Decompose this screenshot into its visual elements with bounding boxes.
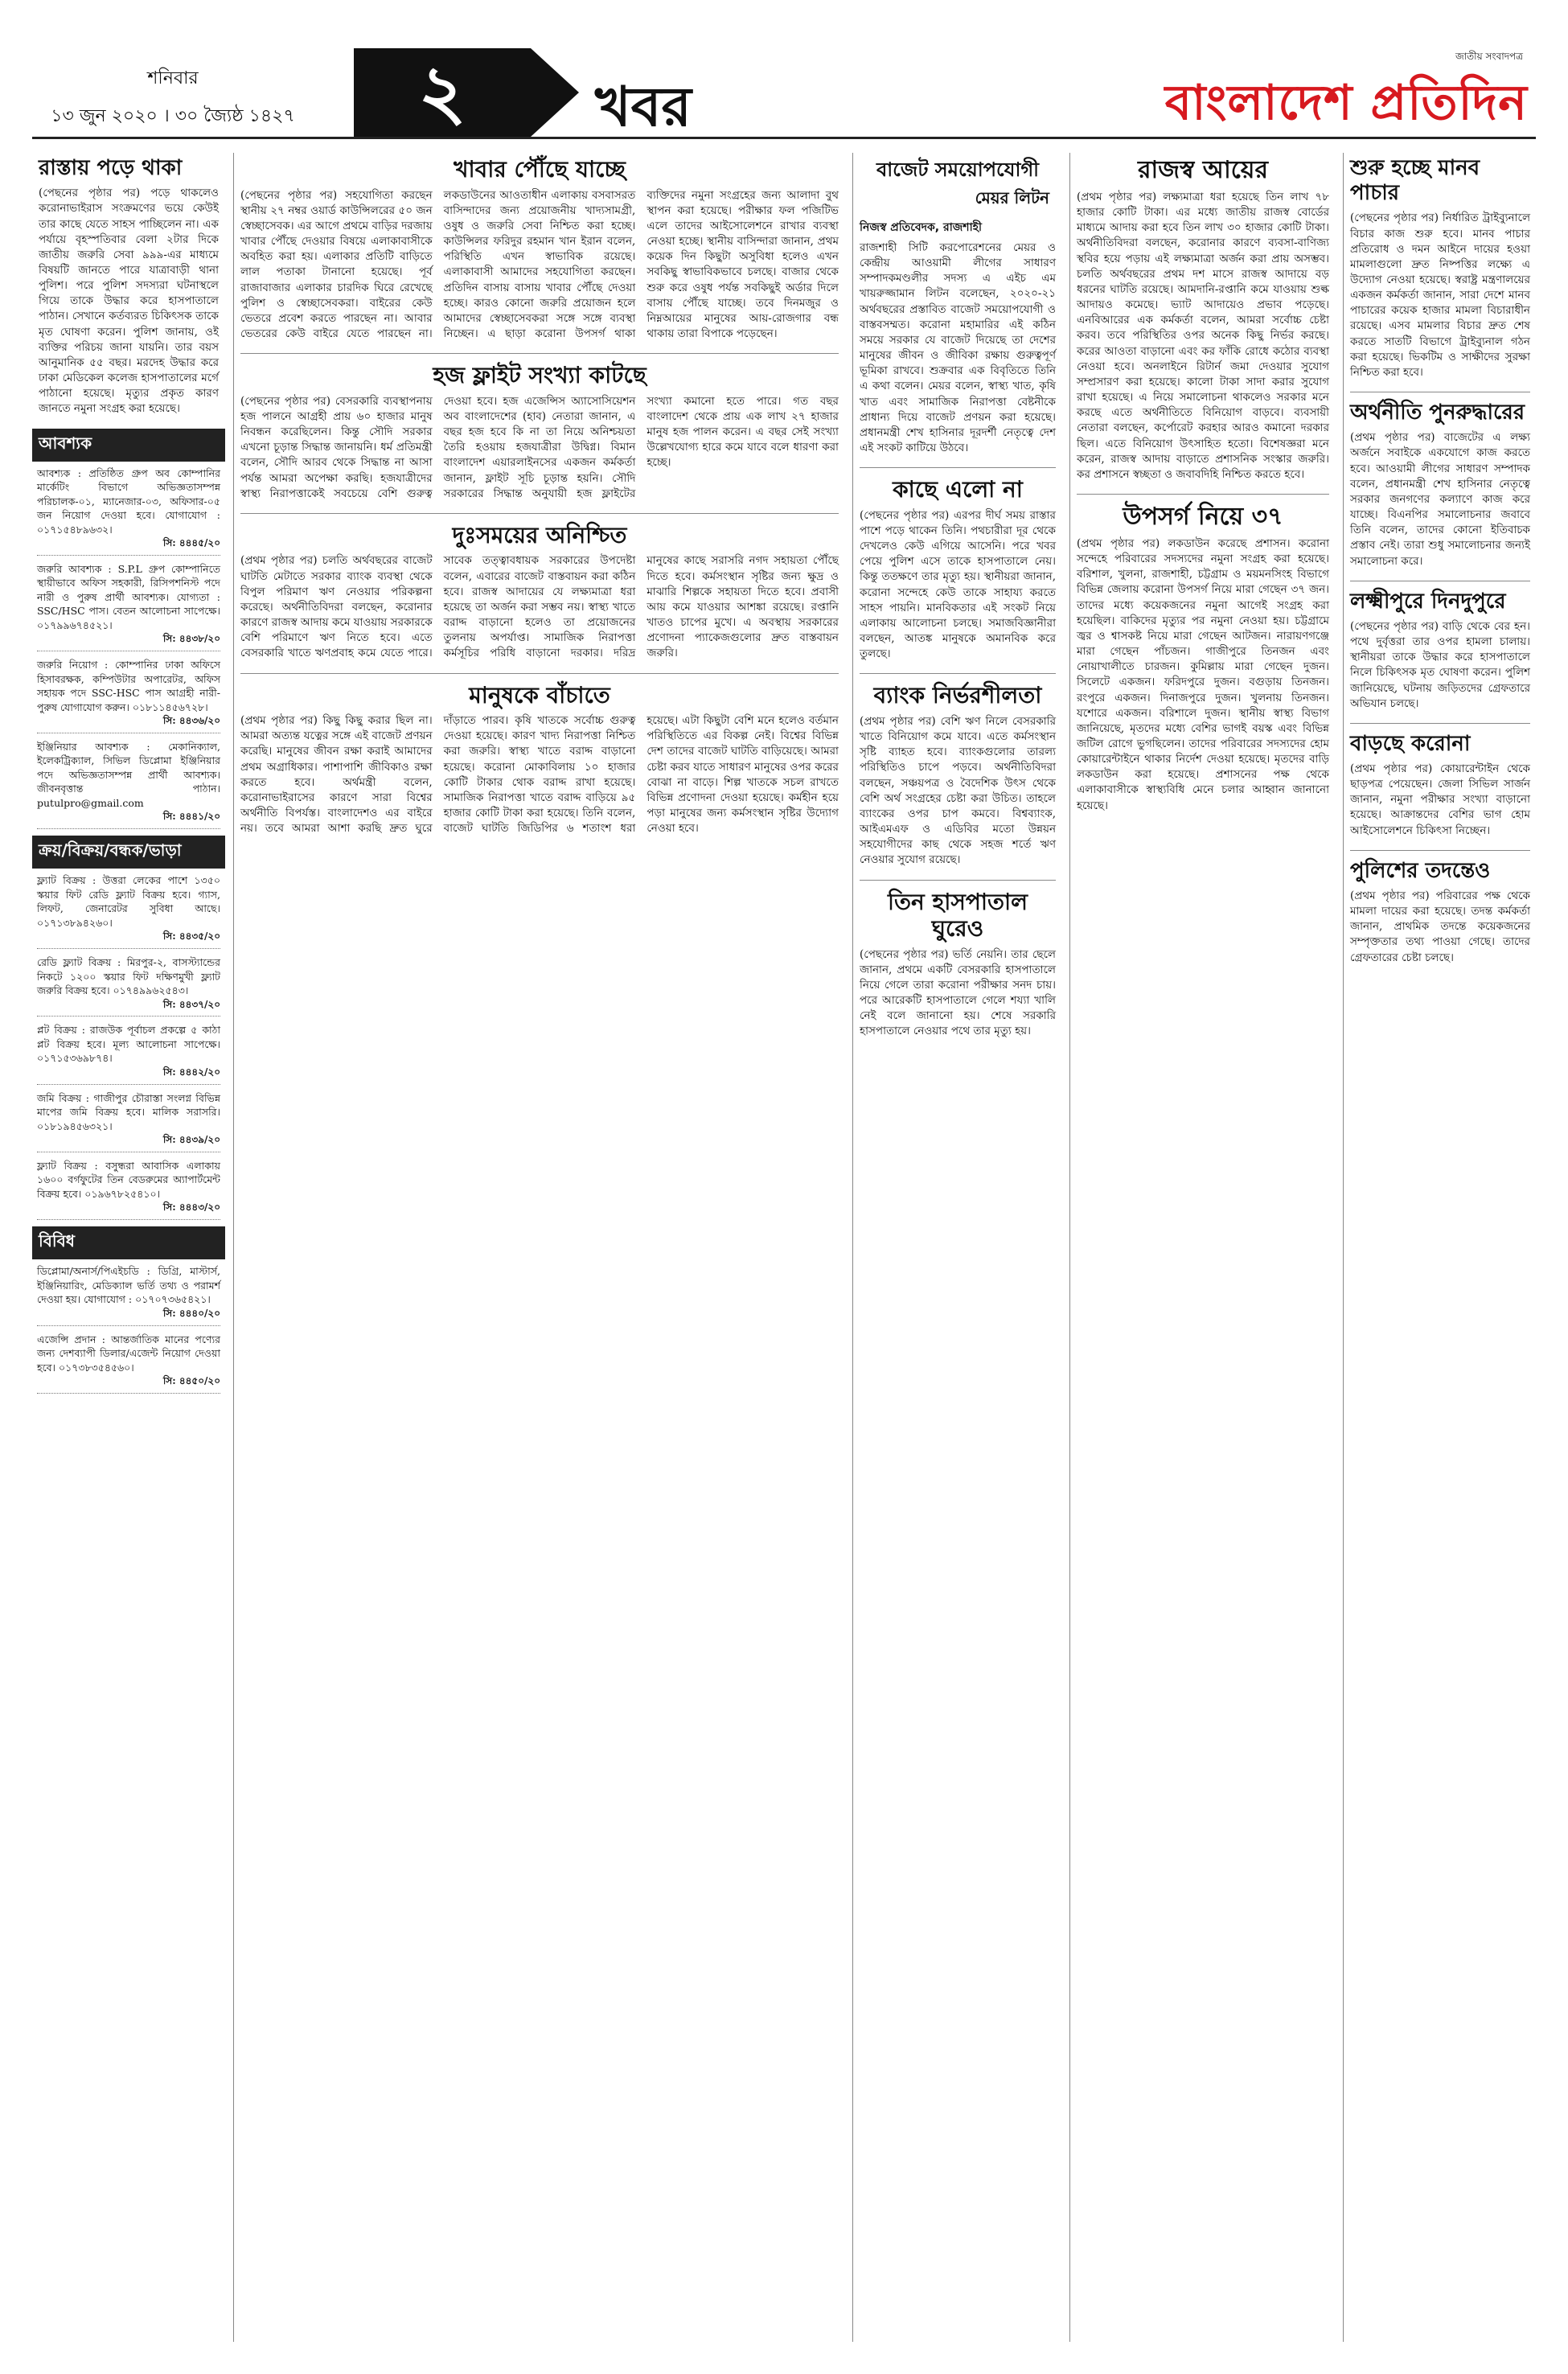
classified-ad bbox=[37, 1023, 220, 1084]
article-headline: দুঃসময়ের অনিশ্চিত bbox=[452, 521, 627, 548]
section-title: খবর bbox=[595, 76, 692, 139]
article-body: (পেছনের পৃষ্ঠার পর) পড়ে থাকলেও করোনাভাইরাস সংক্রমণের ভয়ে কেউই তার কাছে যেতে সাহস পাচ্ছিলেন না। এক পর্যায়ে বৃহস্পতিবার বেলা ২টার দিকে জাতীয় জরুরি সেবা ৯৯৯-এর মাধ্যমে বিষয়টি জানতে পারে যাত্রাবাড়ী থানা পুলিশ। পরে পুলিশ সদস্যরা ঘটনাস্থলে গিয়ে তাকে উদ্ধার করে হাসপাতালে পাঠান। সেখানে কর্তব্যরত চিকিৎসক তাকে মৃত ঘোষণা করেন। পুলিশ জানায়, ওই ব্যক্তির পরিচয় জানা যায়নি। তার বয়স আনুমানিক ৫৫ বছর। মরদেহ উদ্ধার করে ঢাকা মেডিকেল কলেজ হাসপাতালের মর্গে পাঠানো হয়েছে। মৃত্যুর প্রকৃত কারণ জানতে নমুনা সংগ্রহ করা হয়েছে। bbox=[39, 187, 219, 416]
masthead bbox=[32, 32, 1536, 139]
article-headline: তিন হাসপাতাল ঘুরেও bbox=[888, 888, 1028, 943]
ad-code: সি: ৪৪৪৩/২০ bbox=[162, 1201, 220, 1214]
column-4 bbox=[1069, 153, 1336, 2342]
article-rajosho bbox=[1077, 156, 1329, 483]
article-orthoniti bbox=[1350, 400, 1530, 569]
article-headline: অর্থনীতি পুনরুদ্ধারের bbox=[1350, 400, 1525, 425]
ad-code: সি: ৪৪৫০/২০ bbox=[162, 1375, 220, 1386]
article-corona bbox=[1350, 732, 1530, 839]
article-body: (পেছনের পৃষ্ঠার পর) বেসরকারি ব্যবস্থাপনায় হজ পালনে আগ্রহী প্রায় ৬০ হাজার মানুষ নিবন্ধন করেছিলেন। কিন্তু সৌদি সরকার এখনো চূড়ান্ত সিদ্ধান্ত জানায়নি। ধর্ম প্রতিমন্ত্রী বলেন, সৌদি আরব থেকে সিদ্ধান্ত না আসা পর্যন্ত আমরা অপেক্ষা করছি। হজযাত্রীদের স্বাস্থ্য নিরাপত্তাকেই সবচেয়ে বেশি গুরুত্ব দেওয়া হবে। হজ এজেন্সিস অ্যাসোসিয়েশন অব বাংলাদেশের (হাব) নেতারা জানান, এ বছর হজ হবে কি না তা নিয়ে অনিশ্চয়তা তৈরি হওয়ায় হজযাত্রীরা উদ্বিগ্ন। বিমান বাংলাদেশ এয়ারলাইনসের একজন কর্মকর্তা জানান, ফ্লাইট সূচি চূড়ান্ত হয়নি। সৌদি সরকারের সিদ্ধান্ত অনুযায়ী হজ ফ্লাইটের সংখ্যা কমানো হতে পারে। গত বছর বাংলাদেশ থেকে প্রায় এক লাখ ২৭ হাজার মানুষ হজ পালন করেন। এ বছর সেই সংখ্যা উল্লেখযোগ্য হারে কমে যাবে বলে ধারণা করা হচ্ছে। bbox=[240, 394, 839, 500]
classified-ad bbox=[37, 955, 220, 1017]
article-dusshomoy bbox=[240, 522, 839, 662]
divider bbox=[240, 513, 839, 514]
ad-code: সি: ৪৪৩৯/২০ bbox=[162, 1134, 220, 1146]
issue-date: ১৩ জুন ২০২০ । ৩০ জ্যৈষ্ঠ ১৪২৭ bbox=[51, 106, 295, 126]
brand-tagline: জাতীয় সংবাদপত্র bbox=[1455, 51, 1523, 62]
divider bbox=[1077, 494, 1329, 495]
brand-name: বাংলাদেশ প্রতিদিন bbox=[1164, 75, 1528, 131]
article-body: (প্রথম পৃষ্ঠার পর) লক্ষ্যমাত্রা ধরা হয়েছে তিন লাখ ৭৮ হাজার কোটি টাকা। এর মধ্যে জাতীয় রাজস্ব বোর্ডের মাধ্যমে আদায় করা হবে তিন লাখ ৩০ হাজার কোটি টাকা। অর্থনীতিবিদরা বলছেন, করোনার কারণে ব্যবসা-বাণিজ্য স্থবির হয়ে পড়ায় এই লক্ষ্যমাত্রা অর্জন করা প্রায় অসম্ভব। চলতি অর্থবছরের প্রথম দশ মাসে রাজস্ব আদায়ে বড় ধরনের ঘাটতি রয়েছে। আমদানি-রপ্তানি কমে যাওয়ায় শুল্ক আদায়ও কমেছে। ভ্যাট আদায়েও প্রভাব পড়েছে। এনবিআরের এক কর্মকর্তা বলেন, আমরা সর্বোচ্চ চেষ্টা করব। তবে পরিস্থিতির ওপর অনেক কিছু নির্ভর করছে। করের আওতা বাড়ানো এবং কর ফাঁকি রোধে কঠোর ব্যবস্থা নেওয়া হবে। অনলাইনে রিটার্ন জমা দেওয়ার সুযোগ সম্প্রসারণ করা হয়েছে। কালো টাকা সাদা করার সুযোগ রাখা হয়েছে। এ নিয়ে সমালোচনা থাকলেও সরকার মনে করছে এতে অর্থনীতিতে বিনিয়োগ বাড়বে। ব্যবসায়ী নেতারা বলছেন, কর্পোরেট করহার আরও কমানো দরকার ছিল। এতে বিনিয়োগ উৎসাহিত হতো। বিশেষজ্ঞরা মনে করেন, রাজস্ব আদায় বাড়াতে প্রশাসনিক সংস্কার জরুরি। কর প্রশাসনে স্বচ্ছতা ও জবাবদিহি নিশ্চিত করতে হবে। bbox=[1077, 191, 1329, 481]
page-number-arrow bbox=[531, 48, 579, 137]
divider bbox=[1350, 723, 1530, 724]
ad-text: জরুরি আবশ্যক : S.P.L গ্রুপ কোম্পানিতে স্থায়ীভাবে অফিস সহকারী, রিসিপশনিস্ট পদে নারী ও পুরুষ প্রার্থী আবশ্যক। যোগ্যতা : SSC/HSC পাস। বেতন আলোচনা সাপেক্ষে। ০১৭৯৯৬৭৪৫২১। bbox=[37, 562, 220, 631]
ad-text: ডিপ্লোমা/অনার্স/পিএইচডি : ডিগ্রি, মাস্টার্স, ইঞ্জিনিয়ারিং, মেডিক্যাল ভর্তি তথ্য ও পরামর্শ দেওয়া হয়। যোগাযোগ : ০১৭০৭৩৬৫৪২১। bbox=[37, 1265, 220, 1306]
brand-logo bbox=[1165, 50, 1528, 146]
divider bbox=[860, 467, 1056, 468]
ad-code: সি: ৪৪৩৭/২০ bbox=[162, 998, 220, 1010]
classified-ad bbox=[37, 562, 220, 651]
article-headline: বাড়ছে করোনা bbox=[1350, 731, 1471, 756]
classified-ad bbox=[37, 1091, 220, 1152]
ad-text: ফ্ল্যাট বিক্রয় : বসুন্ধরা আবাসিক এলাকায় ১৬০০ বর্গফুটের তিন বেডরুমের অ্যাপার্টমেন্ট বিক্রয় হবে। ০১৯৬৭৮২৫৪১০। bbox=[37, 1159, 220, 1200]
article-subhead: মেয়র লিটন bbox=[975, 188, 1049, 207]
article-body: (প্রথম পৃষ্ঠার পর) বেশি ঋণ নিলে বেসরকারি খাতে বিনিয়োগ কমে যাবে। এতে কর্মসংস্থান সৃষ্টি ব্যাহত হবে। ব্যাংকগুলোর তারল্য পরিস্থিতিও চাপে পড়বে। অর্থনীতিবিদরা বলছেন, সঞ্চয়পত্র ও বৈদেশিক উৎস থেকে বেশি অর্থ সংগ্রহের চেষ্টা করা উচিত। তাহলে ব্যাংকের ওপর চাপ কমবে। বিশ্বব্যাংক, আইএমএফ ও এডিবির মতো উন্নয়ন সহযোগীদের কাছ থেকে সহজ শর্তে ঋণ নেওয়ার সুযোগ রয়েছে। bbox=[860, 714, 1056, 867]
article-headline: হজ ফ্লাইট সংখ্যা কাটছে bbox=[433, 362, 646, 389]
ad-code: সি: ৪৪৪২/২০ bbox=[162, 1066, 220, 1078]
article-headline: খাবার পৌঁছে যাচ্ছে bbox=[454, 156, 626, 183]
article-headline: মানুষকে বাঁচাতে bbox=[469, 681, 610, 709]
ad-text: আবশ্যক : প্রতিষ্ঠিত গ্রুপ অব কোম্পানির মার্কেটিং বিভাগে অভিজ্ঞতাসম্পন্ন পরিচালক-০১, ম্যানেজার-০৩, অফিসার-০৫ জন নিয়োগ দেওয়া হবে। যোগাযোগ : ০১৭১৫৪৮৯৬৩২। bbox=[37, 466, 220, 536]
classified-header-wanted: আবশ্যক bbox=[32, 429, 225, 462]
divider bbox=[240, 673, 839, 674]
article-headline: শুরু হচ্ছে মানব পাচার bbox=[1350, 156, 1480, 206]
article-body: (পেছনের পৃষ্ঠার পর) নির্ধারিত ট্রাইব্যুনালে বিচার কাজ শুরু হবে। মানব পাচার প্রতিরোধ ও দমন আইনে দায়ের হওয়া মামলাগুলো দ্রুত নিষ্পত্তির লক্ষ্যে এ উদ্যোগ নেওয়া হয়েছে। স্বরাষ্ট্র মন্ত্রণালয়ের একজন কর্মকর্তা জানান, সারা দেশে মানব পাচারের কয়েক হাজার মামলা বিচারাধীন রয়েছে। এসব মামলার বিচার দ্রুত শেষ করতে সাতটি বিভাগে ট্রাইব্যুনাল গঠন করা হয়েছে। ভিকটিম ও সাক্ষীদের সুরক্ষা নিশ্চিত করা হবে। bbox=[1350, 212, 1530, 379]
divider bbox=[860, 880, 1056, 881]
article-uposhorgo bbox=[1077, 503, 1329, 814]
ad-text: জমি বিক্রয় : গাজীপুর চৌরাস্তা সংলগ্ন বিভিন্ন মাপের জমি বিক্রয় হবে। মালিক সরাসরি। ০১৮১৯৪৫৬৩২১। bbox=[37, 1091, 220, 1132]
article-rastay bbox=[39, 156, 219, 417]
article-body: (পেছনের পৃষ্ঠার পর) ভর্তি নেয়নি। তার ছেলে জানান, প্রথমে একটি বেসরকারি হাসপাতালে নিয়ে গেলে তারা করোনা পরীক্ষার সনদ চায়। পরে আরেকটি হাসপাতালে গেলে শয্যা খালি নেই বলে জানানো হয়। শেষে সরকারি হাসপাতালে নেওয়ার পথে তার মৃত্যু হয়। bbox=[860, 947, 1056, 1038]
ad-code: সি: ৪৪৩৬/২০ bbox=[162, 715, 220, 727]
columns bbox=[32, 153, 1536, 2342]
ad-text: ইঞ্জিনিয়ার আবশ্যক : মেকানিক্যাল, ইলেকট্রিক্যাল, সিভিল ডিপ্লোমা ইঞ্জিনিয়ার পদে অভিজ্ঞতাসম্পন্ন প্রার্থী আবশ্যক। জীবনবৃত্তান্ত পাঠান। putulpro@gmail.com bbox=[37, 740, 220, 809]
article-hajj bbox=[240, 362, 839, 502]
classified-ad bbox=[37, 658, 220, 733]
article-body: (পেছনের পৃষ্ঠার পর) বাড়ি থেকে বের হন। পথে দুর্বৃত্তরা তার ওপর হামলা চালায়। স্থানীয়রা তাকে উদ্ধার করে হাসপাতালে নিলে চিকিৎসক মৃত ঘোষণা করেন। পুলিশ জানিয়েছে, ঘটনায় জড়িতদের গ্রেফতারে অভিযান চলছে। bbox=[1350, 619, 1530, 710]
classified-header-sale: ক্রয়/বিক্রয়/বন্ধক/ভাড়া bbox=[32, 836, 225, 869]
article-headline: পুলিশের তদন্তেও bbox=[1350, 858, 1491, 883]
ad-code: সি: ৪৪৪৫/২০ bbox=[162, 537, 220, 549]
column-2 bbox=[233, 153, 845, 2342]
classified-ad bbox=[37, 740, 220, 829]
article-body: (পেছনের পৃষ্ঠার পর) এরপর দীর্ঘ সময় রাস্তার পাশে পড়ে থাকেন তিনি। পথচারীরা দূর থেকে দেখলেও কেউ এগিয়ে আসেনি। পরে খবর পেয়ে পুলিশ এসে তাকে হাসপাতালে নেয়। কিন্তু ততক্ষণে তার মৃত্যু হয়। স্থানীয়রা জানান, করোনা সন্দেহে কেউ তাকে সাহায্য করতে সাহস পায়নি। মানবিকতার এই সংকট নিয়ে এলাকায় আলোচনা চলছে। সমাজবিজ্ঞানীরা বলছেন, আতঙ্ক মানুষকে অমানবিক করে তুলছে। bbox=[860, 508, 1056, 661]
ad-code: সি: ৪৪৪০/২০ bbox=[162, 1307, 220, 1319]
article-headline: উপসর্গ নিয়ে ৩৭ bbox=[1123, 502, 1283, 531]
classified-ad bbox=[37, 873, 220, 949]
article-headline: লক্ষ্মীপুরে দিনদুপুরে bbox=[1350, 589, 1506, 614]
article-body: (প্রথম পৃষ্ঠার পর) কিছু কিছু করার ছিল না। আমরা অত্যন্ত যত্নের সঙ্গে এই বাজেট প্রণয়ন করেছি। মানুষের জীবন রক্ষা করাই আমাদের প্রথম অগ্রাধিকার। পাশাপাশি জীবিকাও রক্ষা করতে হবে। অর্থমন্ত্রী বলেন, করোনাভাইরাসের কারণে সারা বিশ্বের অর্থনীতি বিপর্যস্ত। বাংলাদেশও এর বাইরে নয়। তবে আমরা আশা করছি দ্রুত ঘুরে দাঁড়াতে পারব। কৃষি খাতকে সর্বোচ্চ গুরুত্ব দেওয়া হয়েছে। কারণ খাদ্য নিরাপত্তা নিশ্চিত করা জরুরি। স্বাস্থ্য খাতে বরাদ্দ বাড়ানো হয়েছে। করোনা মোকাবিলায় ১০ হাজার কোটি টাকার থোক বরাদ্দ রাখা হয়েছে। সামাজিক নিরাপত্তা খাতে বরাদ্দ বাড়িয়ে ৯৫ হাজার কোটি টাকা করা হয়েছে। তিনি বলেন, বাজেট ঘাটতি জিডিপির ৬ শতাংশ ধরা হয়েছে। এটা কিছুটা বেশি মনে হলেও বর্তমান পরিস্থিতিতে এর বিকল্প নেই। বিশ্বের বিভিন্ন দেশ তাদের বাজেট ঘাটতি বাড়িয়েছে। আমরা চেষ্টা করব যাতে সাধারণ মানুষের ওপর করের বোঝা না বাড়ে। শিল্প খাতকে সচল রাখতে বিভিন্ন প্রণোদনা দেওয়া হয়েছে। কর্মহীন হয়ে পড়া মানুষের জন্য কর্মসংস্থান সৃষ্টির উদ্যোগ নেওয়া হবে। bbox=[240, 714, 839, 836]
article-body: (পেছনের পৃষ্ঠার পর) সহযোগিতা করছেন স্থানীয় ২৭ নম্বর ওয়ার্ড কাউন্সিলরের ৫০ জন স্বেচ্ছাসেবক। এর আগে প্রথমে বাড়ির দরজায় খাবার পৌঁছে দেওয়ার বিষয়ে এলাকাবাসীকে অবহিত করা হয়। এলাকার প্রতিটি বাড়িতে লাল পতাকা টানানো হয়েছে। পূর্ব রাজাবাজার এলাকার চারদিক ঘিরে রেখেছে পুলিশ ও স্বেচ্ছাসেবকরা। বাইরের কেউ ভেতরে প্রবেশ করতে পারছেন না। আবার ভেতরের কেউ বাইরে যেতে পারছেন না। লকডাউনের আওতাধীন এলাকায় বসবাসরত বাসিন্দাদের জন্য প্রয়োজনীয় খাদ্যসামগ্রী, ওষুধ ও জরুরি সেবা নিশ্চিত করা হচ্ছে। কাউন্সিলর ফরিদুর রহমান খান ইরান বলেন, পরিস্থিতি এখন স্বাভাবিক রয়েছে। এলাকাবাসী আমাদের সহযোগিতা করছেন। প্রতিদিন বাসায় বাসায় খাবার পৌঁছে দেওয়া হচ্ছে। কারও কোনো জরুরি প্রয়োজন হলে আমাদের স্বেচ্ছাসেবকরা সঙ্গে সঙ্গে ব্যবস্থা নিচ্ছেন। এ ছাড়া করোনা উপসর্গ থাকা ব্যক্তিদের নমুনা সংগ্রহের জন্য আলাদা বুথ স্থাপন করা হয়েছে। পরীক্ষার ফল পজিটিভ এলে তাদের আইসোলেশনে রাখার ব্যবস্থা নেওয়া হচ্ছে। স্থানীয় বাসিন্দারা জানান, প্রথম কয়েক দিন কিছুটা অসুবিধা হলেও এখন সবকিছু স্বাভাবিকভাবে চলছে। বাজার থেকে শুরু করে ওষুধ পর্যন্ত সবকিছুই অর্ডার দিলে বাসায় পৌঁছে যাচ্ছে। তবে দিনমজুর ও নিম্নআয়ের মানুষের আয়-রোজগার বন্ধ থাকায় তারা বিপাকে পড়েছেন। bbox=[240, 188, 839, 340]
article-headline: কাছে এলো না bbox=[893, 476, 1023, 503]
classified-ad bbox=[37, 1159, 220, 1220]
divider bbox=[1350, 850, 1530, 851]
classified-header-misc: বিবিধ bbox=[32, 1226, 225, 1259]
article-headline: রাজস্ব আয়ের bbox=[1138, 156, 1268, 184]
article-body: (প্রথম পৃষ্ঠার পর) চলতি অর্থবছরের বাজেট ঘাটতি মেটাতে সরকার ব্যাংক ব্যবস্থা থেকে বিপুল পরিমাণ ঋণ নেওয়ার পরিকল্পনা করেছে। অর্থনীতিবিদরা বলছেন, করোনার কারণে রাজস্ব আদায় কমে যাওয়ায় সরকারকে বেশি পরিমাণে ঋণ নিতে হবে। এতে বেসরকারি খাতে ঋণপ্রবাহ কমে যেতে পারে। সাবেক তত্ত্বাবধায়ক সরকারের উপদেষ্টা বলেন, এবারের বাজেট বাস্তবায়ন করা কঠিন হবে। রাজস্ব আদায়ের যে লক্ষ্যমাত্রা ধরা হয়েছে তা অর্জন করা সম্ভব নয়। স্বাস্থ্য খাতে বরাদ্দ বাড়ানো হলেও তা প্রয়োজনের তুলনায় অপর্যাপ্ত। সামাজিক নিরাপত্তা কর্মসূচির পরিধি বাড়ানো দরকার। দরিদ্র মানুষের কাছে সরাসরি নগদ সহায়তা পৌঁছে দিতে হবে। কর্মসংস্থান সৃষ্টির জন্য ক্ষুদ্র ও মাঝারি শিল্পকে সহায়তা দিতে হবে। প্রবাসী আয় কমে যাওয়ার আশঙ্কা রয়েছে। রপ্তানি খাতও চাপের মুখে। এ অবস্থায় সরকারের প্রণোদনা প্যাকেজগুলোর দ্রুত বাস্তবায়ন জরুরি। bbox=[240, 554, 839, 660]
article-manob-pachar bbox=[1350, 156, 1530, 380]
article-hospital bbox=[860, 889, 1056, 1040]
date-block bbox=[40, 64, 306, 132]
article-byline: নিজস্ব প্রতিবেদক, রাজশাহী bbox=[860, 221, 982, 234]
article-headline: ব্যাংক নির্ভরশীলতা bbox=[873, 682, 1042, 709]
article-body: রাজশাহী সিটি করপোরেশনের মেয়র ও কেন্দ্রীয় আওয়ামী লীগের সাধারণ সম্পাদকমণ্ডলীর সদস্য এ এইচ এম খায়রুজ্জামান লিটন বলেছেন, ২০২০-২১ অর্থবছরের প্রস্তাবিত বাজেট সময়োপযোগী ও বাস্তবসম্মত। করোনা মহামারির এই কঠিন সময়ে সরকার যে বাজেট দিয়েছে তা দেশের মানুষের জীবন ও জীবিকা রক্ষায় গুরুত্বপূর্ণ ভূমিকা রাখবে। শুক্রবার এক বিবৃতিতে তিনি এ কথা বলেন। মেয়র বলেন, স্বাস্থ্য খাত, কৃষি খাত এবং সামাজিক নিরাপত্তা বেষ্টনীকে প্রাধান্য দিয়ে বাজেট প্রণয়ন করা হয়েছে। প্রধানমন্ত্রী শেখ হাসিনার দূরদর্শী নেতৃত্বে দেশ এই সংকট কাটিয়ে উঠবে। bbox=[860, 241, 1056, 455]
article-body: (প্রথম পৃষ্ঠার পর) লকডাউন করেছে প্রশাসন। করোনা সন্দেহে পরিবারের সদস্যদের নমুনা সংগ্রহ করা হয়েছে। বরিশাল, খুলনা, রাজশাহী, চট্টগ্রাম ও ময়মনসিংহ বিভাগে বিভিন্ন জেলায় করোনা উপসর্গ নিয়ে মারা গেছেন ৩৭ জন। তাদের মধ্যে কয়েকজনের নমুনা আগেই সংগ্রহ করা হয়েছিল। বাকিদের মৃত্যুর পর নমুনা নেওয়া হয়। চট্টগ্রামে জ্বর ও শ্বাসকষ্ট নিয়ে মারা গেছেন আটজন। নারায়ণগঞ্জে মারা গেছেন পাঁচজন। গাজীপুরে তিনজন এবং নোয়াখালীতে চারজন। কুমিল্লায় মারা গেছেন দুজন। সিলেটে একজন। ফরিদপুরে দুজন। বগুড়ায় তিনজন। রংপুরে একজন। দিনাজপুরে দুজন। খুলনায় তিনজন। যশোরে একজন। বরিশালে দুজন। স্থানীয় স্বাস্থ্য বিভাগ জানিয়েছে, মৃতদের মধ্যে বেশির ভাগই বয়স্ক এবং বিভিন্ন জটিল রোগে ভুগছিলেন। তাদের পরিবারের সদস্যদের হোম কোয়ারেন্টাইনে থাকার নির্দেশ দেওয়া হয়েছে। মৃতদের বাড়ি লকডাউন করা হয়েছে। প্রশাসনের পক্ষ থেকে এলাকাবাসীকে স্বাস্থ্যবিধি মেনে চলার আহ্বান জানানো হয়েছে। bbox=[1077, 536, 1329, 812]
column-1 bbox=[32, 153, 225, 2342]
ad-code: সি: ৪৪৩৮/২০ bbox=[162, 633, 220, 645]
ad-text: প্লট বিক্রয় : রাজউক পূর্বাচল প্রকল্পে ৫ কাঠা প্লট বিক্রয় হবে। মূল্য আলোচনা সাপেক্ষে। ০১৭১৫৩৬৯৮৭৪। bbox=[37, 1024, 220, 1065]
ad-text: রেডি ফ্ল্যাট বিক্রয় : মিরপুর-২, বাসস্ট্যান্ডের নিকটে ১২০০ স্কয়ার ফিট দক্ষিণমুখী ফ্ল্যাট জরুরি বিক্রয় হবে। ০১৭৪৯৯৬২৫৪৩। bbox=[37, 956, 220, 997]
ad-code: সি: ৪৪৩৫/২০ bbox=[162, 930, 220, 943]
divider bbox=[240, 353, 839, 354]
classified-ad bbox=[37, 1264, 220, 1325]
article-police bbox=[1350, 859, 1530, 966]
article-manushke bbox=[240, 682, 839, 837]
page-number: ২ bbox=[354, 48, 531, 137]
article-bank bbox=[860, 682, 1056, 868]
article-headline: রাস্তায় পড়ে থাকা bbox=[39, 156, 183, 180]
article-kache bbox=[860, 476, 1056, 662]
column-5 bbox=[1343, 153, 1537, 2342]
ad-text: এজেন্সি প্রদান : আন্তর্জাতিক মানের পণ্যের জন্য দেশব্যাপী ডিলার/এজেন্ট নিয়োগ দেওয়া হবে। ০১৭৩৮৩৫৪৫৬০। bbox=[37, 1333, 220, 1374]
ad-text: ফ্ল্যাট বিক্রয় : উত্তরা লেকের পাশে ১৩৫০ স্কয়ার ফিট রেডি ফ্ল্যাট বিক্রয় হবে। গ্যাস, লিফট, জেনারেটর সুবিধা আছে। ০১৭১৩৮৯৪২৬০। bbox=[37, 874, 220, 929]
article-body: (প্রথম পৃষ্ঠার পর) কোয়ারেন্টাইন থেকে ছাড়পত্র পেয়েছেন। জেলা সিভিল সার্জন জানান, নমুনা পরীক্ষার সংখ্যা বাড়ানো হয়েছে। আক্রান্তদের বেশির ভাগ হোম আইসোলেশনে চিকিৎসা নিচ্ছেন। bbox=[1350, 762, 1530, 837]
ad-text: জরুরি নিয়োগ : কোম্পানির ঢাকা অফিসে হিসাবরক্ষক, কম্পিউটার অপারেটর, অফিস সহায়ক পদে SSC-HSC পাস আগ্রহী নারী-পুরুষ যোগাযোগ করুন। ০১৮১১৪৫৬৭২৮। bbox=[37, 659, 220, 713]
divider bbox=[860, 673, 1056, 674]
article-khabar bbox=[240, 156, 839, 342]
column-3 bbox=[852, 153, 1062, 2342]
classified-ad bbox=[37, 1333, 220, 1394]
article-lakshmipur bbox=[1350, 589, 1530, 712]
classified-ad bbox=[37, 466, 220, 556]
issue-day: শনিবার bbox=[147, 68, 199, 88]
article-budget bbox=[860, 158, 1056, 456]
ad-code: সি: ৪৪৪১/২০ bbox=[162, 811, 220, 823]
article-body: (প্রথম পৃষ্ঠার পর) বাজেটের এ লক্ষ্য অর্জনে সবাইকে একযোগে কাজ করতে হবে। আওয়ামী লীগের সাধারণ সম্পাদক বলেন, প্রধানমন্ত্রী শেখ হাসিনার নেতৃত্বে সরকার জনগণের কল্যাণে কাজ করে যাচ্ছে। বিএনপির সমালোচনার জবাবে তিনি বলেন, তাদের কোনো ইতিবাচক প্রস্তাব নেই। তারা শুধু সমালোচনার জন্যই সমালোচনা করে। bbox=[1350, 431, 1530, 568]
article-body: (প্রথম পৃষ্ঠার পর) পরিবারের পক্ষ থেকে মামলা দায়ের করা হয়েছে। তদন্ত কর্মকর্তা জানান, প্রাথমিক তদন্তে কয়েকজনের সম্পৃক্ততার তথ্য পাওয়া গেছে। তাদের গ্রেফতারের চেষ্টা চলছে। bbox=[1350, 889, 1530, 964]
article-headline: বাজেট সময়োপযোগী bbox=[876, 158, 1040, 181]
